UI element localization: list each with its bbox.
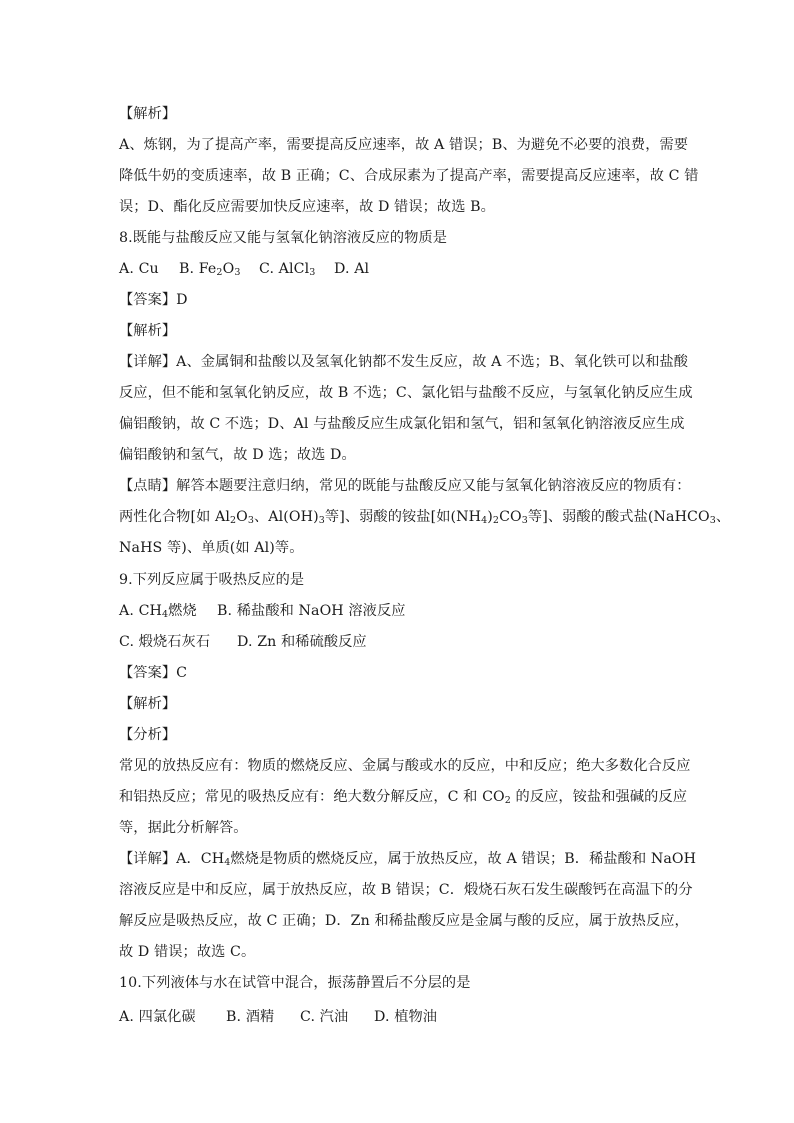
analyze-text-line: 常见的放热反应有：物质的燃烧反应、金属与酸或水的反应，中和反应；绝大多数化合反应 (119, 758, 691, 774)
analysis-heading: 【解析】 (119, 323, 177, 339)
tip-text-line: 两性化合物[如 $Al_2O_3$、$Al(OH)_3$等]、弱酸的铵盐[如$(NH_4)_2CO_3$等]、弱酸的酸式盐(NaHCO$_3$、 (119, 509, 731, 526)
question-8: 8.既能与盐酸反应又能与氢氧化钠溶液反应的物质是 (119, 230, 448, 246)
analysis-text-line: A、炼钢，为了提高产率，需要提高反应速率，故 A 错误；B、为避免不必要的浪费，需要 (119, 137, 689, 153)
analyze-text-line: 等，据此分析解答。 (119, 820, 248, 836)
question-10-options (119, 1007, 679, 1027)
analysis-heading: 【解析】 (119, 106, 177, 122)
answer-label: 【答案】C (119, 665, 188, 681)
question-9-options-row1 (119, 601, 679, 621)
option-b: B. 酒精 (226, 1009, 275, 1025)
option-a: A. $CH_4$燃烧 (119, 603, 197, 620)
question-8-options (119, 259, 679, 279)
option-d: D. Al (334, 261, 370, 277)
detail-text-line: 反应，但不能和氢氧化钠反应，故 B 不选；C、氯化铝与盐酸不反应，与氢氧化钠反应生成 (119, 385, 693, 401)
analysis-heading: 【解析】 (119, 696, 177, 712)
option-b: B. $Fe_2O_3$ (179, 261, 241, 278)
analysis-text-line: 降低牛奶的变质速率，故 B 正确；C、合成尿素为了提高产率，需要提高反应速率，故 C 错 (119, 168, 699, 184)
detail-text-line: 【详解】A、金属铜和盐酸以及氢氧化钠都不发生反应，故 A 不选；B、氧化铁可以和盐酸 (119, 354, 689, 370)
option-c: C. 煅烧石灰石 (119, 634, 211, 650)
detail-text-line: 偏铝酸钠，故 C 不选；D、Al 与盐酸反应生成氯化铝和氢气，铝和氢氧化钠溶液反应生成 (119, 416, 685, 432)
detail-text-line: 解反应是吸热反应，故 C 正确；D．Zn 和稀盐酸反应是金属与酸的反应，属于放热反应， (119, 913, 689, 929)
detail-text-line: 溶液反应是中和反应，属于放热反应，故 B 错误；C．煅烧石灰石发生碳酸钙在高温下的分 (119, 882, 693, 898)
tip-text-line: 【点睛】解答本题要注意归纳，常见的既能与盐酸反应又能与氢氧化钠溶液反应的物质有： (119, 478, 691, 494)
detail-text-line: 偏铝酸钠和氢气，故 D 选；故选 D。 (119, 447, 356, 463)
analysis-text-line: 误；D、酯化反应需要加快反应速率，故 D 错误；故选 B。 (119, 199, 495, 215)
option-d: D. 植物油 (374, 1009, 438, 1025)
option-a: A. Cu (119, 261, 159, 277)
analyze-heading: 【分析】 (119, 727, 177, 743)
tip-text-line: NaHS 等)、单质(如 Al)等。 (119, 540, 304, 556)
question-10: 10.下列液体与水在试管中混合，振荡静置后不分层的是 (119, 975, 471, 991)
option-c: C. AlCl$_3$ (259, 261, 316, 278)
option-b: B. 稀盐酸和 NaOH 溶液反应 (217, 603, 406, 619)
analyze-text-line: 和铝热反应；常见的吸热反应有：绝大数分解反应，C 和 $CO_2$ 的反应，铵盐和强碱的反应 (119, 789, 687, 806)
detail-text-line: 故 D 错误；故选 C。 (119, 944, 256, 960)
option-d: D. Zn 和稀硫酸反应 (237, 634, 367, 650)
question-9-options-row2 (119, 632, 679, 652)
answer-label: 【答案】D (119, 292, 188, 308)
question-9: 9.下列反应属于吸热反应的是 (119, 572, 305, 588)
option-c: C. 汽油 (300, 1009, 349, 1025)
detail-text-line: 【详解】A．$CH_4$燃烧是物质的燃烧反应，属于放热反应，故 A 错误；B．稀盐酸和 NaOH (119, 851, 697, 868)
option-a: A. 四氯化碳 (119, 1009, 196, 1025)
